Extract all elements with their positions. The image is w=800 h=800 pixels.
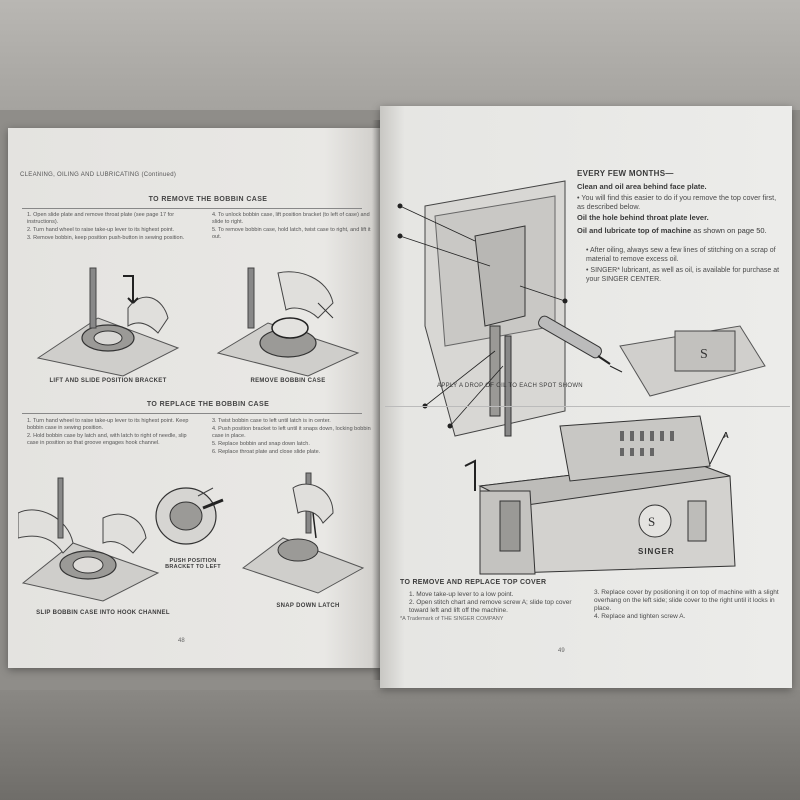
- step-5: 5. To remove bobbin case, hold latch, twist case to right, and lift it out.: [212, 227, 371, 240]
- step-4: 4. Push position bracket to left until it snaps down, locking bobbin case in place.: [212, 426, 371, 439]
- step-6: 6. Replace throat plate and close slide plate.: [212, 449, 321, 455]
- divider: [22, 413, 362, 414]
- cover-step-1: 1. Move take-up lever to a low point.: [409, 591, 514, 598]
- remove-steps-left: [18, 212, 192, 243]
- step-1: 1. Turn hand wheel to raise take-up lever to its highest point. Keep bobbin case in sewing position.: [27, 418, 189, 431]
- item-top-of-machine: [577, 226, 787, 235]
- step-2: 2. Turn hand wheel to raise take-up lever to its highest point.: [27, 227, 175, 233]
- cover-step-4: 4. Replace and tighten screw A.: [594, 613, 686, 620]
- callout-a-label: A: [723, 431, 729, 440]
- caption-push-bracket: PUSH POSITION BRACKET TO LEFT: [165, 558, 221, 570]
- divider: [22, 208, 362, 209]
- oil-caption: APPLY A DROP OF OIL TO EACH SPOT SHOWN: [437, 383, 583, 389]
- right-page: [380, 106, 792, 688]
- step-5: 5. Replace bobbin and snap down latch.: [212, 441, 310, 447]
- svg-text:S: S: [700, 347, 708, 362]
- step-1: 1. Open slide plate and remove throat plate (see page 17 for instructions).: [27, 212, 175, 225]
- step-4: 4. To unlock bobbin case, lift position bracket (to left of case) and slide to right.: [212, 212, 370, 225]
- caption-snap-latch: SNAP DOWN LATCH: [276, 603, 340, 609]
- item-top-label: Oil and lubricate top of machine: [577, 226, 692, 235]
- caption-slip-bobbin: SLIP BOBBIN CASE INTO HOOK CHANNEL: [36, 610, 170, 616]
- caption-remove-bobbin: REMOVE BOBBIN CASE: [250, 378, 326, 384]
- remove-steps-right: [203, 212, 372, 242]
- item-face-plate: Clean and oil area behind face plate.: [577, 182, 707, 191]
- trademark-note: *A Trademark of THE SINGER COMPANY: [400, 616, 504, 622]
- step-3: 3. Twist bobbin case to left until latch is in center.: [212, 418, 331, 424]
- replace-steps-left: [18, 418, 197, 448]
- note-lubricant: • SINGER* lubricant, as well as oil, is available for purchase at your SINGER CENTER.: [586, 267, 780, 283]
- cover-step-2: 2. Open stitch chart and remove screw A; slide top cover toward left and lift off the machine.: [409, 599, 572, 614]
- remove-bobbin-title: TO REMOVE THE BOBBIN CASE: [148, 196, 268, 203]
- illustration-top-cover-machine: [440, 406, 740, 576]
- item-top-tail: as shown on page 50.: [691, 226, 767, 235]
- oiling-notes: [577, 246, 791, 284]
- caption-lift-slide: LIFT AND SLIDE POSITION BRACKET: [49, 378, 167, 384]
- step-3: 3. Remove bobbin, keep position push-button in sewing position.: [27, 235, 185, 241]
- top-cover-steps-left: [400, 591, 589, 615]
- replace-bobbin-title: TO REPLACE THE BOBBIN CASE: [146, 401, 270, 408]
- every-few-months-heading: EVERY FEW MONTHS—: [577, 169, 674, 178]
- note-after-oiling: • After oiling, always sew a few lines of stitching on a scrap of material to remove excess oil.: [586, 247, 776, 263]
- background-bottom: [0, 690, 800, 800]
- item-face-plate-note: • You will find this easier to do if you remove the top cover first, as described below.: [577, 193, 777, 211]
- step-2: 2. Hold bobbin case by latch and, with latch to right of needle, slip case in position so that groove engages hook channel.: [27, 433, 187, 446]
- top-cover-title: TO REMOVE AND REPLACE TOP COVER: [400, 579, 547, 586]
- illustration-oil-tube-throat-plate: [530, 306, 770, 416]
- svg-text:S: S: [648, 514, 656, 529]
- top-cover-steps-right: [585, 589, 789, 621]
- illustration-snap-latch: [238, 468, 368, 598]
- item-throat-plate: Oil the hole behind throat plate lever.: [577, 213, 709, 222]
- illustration-slip-bobbin-case: [18, 473, 168, 603]
- page-number-right: 49: [558, 648, 565, 654]
- cover-step-3: 3. Replace cover by positioning it on top of machine with a slight overhang on the left side; slide cover to the right until it locks in place.: [594, 589, 779, 612]
- background-top: [0, 0, 800, 110]
- machine-brand-label: SINGER: [638, 547, 675, 556]
- left-page: [8, 128, 380, 668]
- illustration-remove-bobbin-case: [208, 248, 368, 378]
- running-head: CLEANING, OILING AND LUBRICATING (Continued): [20, 172, 177, 178]
- illustration-lift-slide-bracket: [28, 248, 188, 378]
- page-number-left: 48: [178, 638, 185, 644]
- replace-steps-right: [203, 418, 377, 457]
- illustration-push-bracket-left: [148, 478, 228, 553]
